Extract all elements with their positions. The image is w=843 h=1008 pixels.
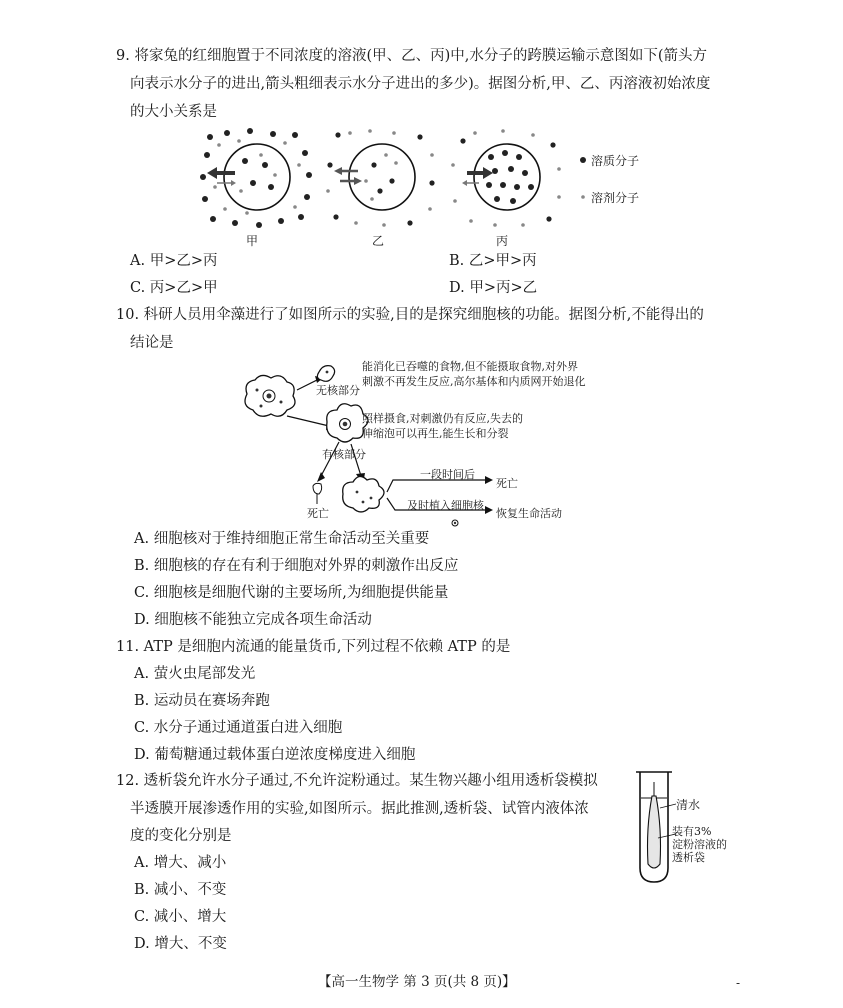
q12-line1: 12. 透析袋允许水分子通过,不允许淀粉通过。某生物兴趣小组用透析袋模拟 (116, 773, 598, 789)
label-has-nucleus: 有核部分 (322, 448, 366, 461)
label-death1: 死亡 (496, 477, 518, 490)
cell-bing-diagram (451, 129, 561, 227)
legend-solvent: 溶剂分子 (591, 191, 640, 205)
q9-line3: 的大小关系是 (130, 104, 217, 120)
fig-label-bing: 丙 (496, 234, 509, 248)
q11-option-b: B. 运动员在赛场奔跑 (134, 693, 270, 709)
q12-line2: 半透膜开展渗透作用的实验,如图所示。据此推测,透析袋、试管内液体浓 (130, 801, 589, 817)
fig-label-jia: 甲 (246, 234, 259, 248)
q9-cells-figure (195, 125, 685, 250)
q10-option-b: B. 细胞核的存在有利于细胞对外界的刺激作出反应 (134, 558, 459, 574)
q11-option-c: C. 水分子通过通道蛋白进入细胞 (134, 720, 343, 736)
enucleated-amoeba (343, 476, 384, 512)
label-bag-line1: 装有3% (672, 825, 712, 838)
label-bag-line2: 淀粉溶液的 (672, 838, 727, 851)
solvent-legend-icon (581, 195, 585, 199)
label-death2: 死亡 (307, 507, 329, 520)
label-no-nucleus: 无核部分 (316, 384, 360, 397)
q9-line2: 向表示水分子的进出,箭头粗细表示水分子进出的多少)。据图分析,甲、乙、丙溶液初始浓度 (130, 76, 711, 92)
q10-option-d: D. 细胞核不能独立完成各项生命活动 (134, 612, 372, 628)
no-nucleus-fragment (317, 366, 334, 382)
dialysis-bag (648, 796, 661, 868)
q11-line1: 11. ATP 是细胞内流通的能量货币,下列过程不依赖 ATP 的是 (116, 639, 511, 655)
q10-option-a: A. 细胞核对于维持细胞正常生命活动至关重要 (134, 531, 430, 547)
cell-jia-diagram (200, 128, 312, 228)
q9-option-c: C. 丙>乙>甲 (130, 280, 218, 296)
q9-line1: 9. 将家兔的红细胞置于不同浓度的溶液(甲、乙、丙)中,水分子的跨膜运输示意图如下(箭头方 (116, 48, 708, 64)
legend-solute: 溶质分子 (591, 154, 640, 168)
label-recover: 恢复生命活动 (496, 507, 562, 520)
label-bag-line3: 透析袋 (672, 851, 705, 864)
q10-line2: 结论是 (130, 335, 174, 351)
no-nucleus-desc1: 能消化已吞噬的食物,但不能摄取食物,对外界 (362, 360, 578, 373)
q10-option-c: C. 细胞核是细胞代谢的主要场所,为细胞提供能量 (134, 585, 449, 601)
has-nucleus-desc1: 照样摄食,对刺激仍有反应,失去的 (362, 412, 523, 425)
q9-option-a: A. 甲>乙>丙 (130, 253, 218, 269)
no-nucleus-desc2: 刺激不再发生反应,高尔基体和内质网开始退化 (362, 375, 586, 388)
q11-option-a: A. 萤火虫尾部发光 (134, 666, 256, 682)
page-footer: 【高一生物学 第 3 页(共 8 页)】 (318, 974, 516, 990)
q11-option-d: D. 葡萄糖通过载体蛋白逆浓度梯度进入细胞 (134, 747, 416, 763)
q12-option-c: C. 减小、增大 (134, 909, 227, 925)
cell-yi-diagram (326, 129, 434, 227)
q12-option-b: B. 减小、不变 (134, 882, 227, 898)
label-after-time: 一段时间后 (420, 468, 475, 481)
q12-option-d: D. 增大、不变 (134, 936, 227, 952)
q12-option-a: A. 增大、减小 (134, 855, 227, 871)
fig-label-yi: 乙 (372, 234, 385, 248)
footer-mark: - (736, 976, 741, 990)
q9-option-b: B. 乙>甲>丙 (449, 253, 537, 269)
dead-fragment (313, 483, 322, 494)
label-water: 清水 (676, 798, 701, 812)
solute-legend-icon (580, 157, 586, 163)
q12-line3: 度的变化分别是 (130, 828, 232, 844)
q10-line1: 10. 科研人员用伞藻进行了如图所示的实验,目的是探究细胞核的功能。据图分析,不能得出的 (116, 307, 704, 323)
label-implant: 及时植入细胞核 (407, 499, 484, 512)
q9-option-d: D. 甲>丙>乙 (449, 280, 538, 296)
has-nucleus-desc2: 伸缩泡可以再生,能生长和分裂 (362, 427, 509, 440)
